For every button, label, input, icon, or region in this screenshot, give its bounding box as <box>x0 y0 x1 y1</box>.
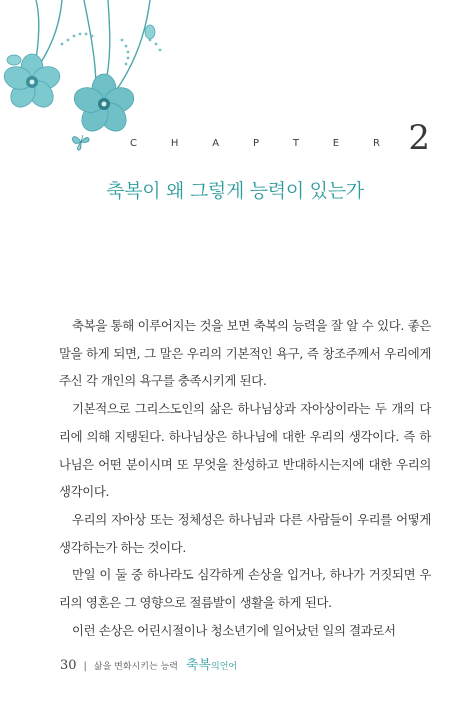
page-footer <box>60 654 237 678</box>
paragraph: 축복을 통해 이루어지는 것을 보면 축복의 능력을 잘 알 수 있다. 좋은 말을 하게 되면, 그 말은 우리의 기본적인 욕구, 즉 창조주께서 우리에게 주신 각 개인의 욕구를 충족시키게 된다. <box>59 318 431 389</box>
book-title: 삶을 변화시키는 능력 <box>93 662 178 672</box>
brand-small: 의언어 <box>211 662 238 672</box>
chapter-title: 축복이 왜 그렇게 능력이 있는가 <box>106 180 364 202</box>
chapter-letter: C <box>130 138 137 149</box>
chapter-letter: R <box>372 138 380 149</box>
footer-separator: | <box>83 661 87 672</box>
paragraph: 우리의 자아상 또는 정체성은 하나님과 다른 사람들이 우리를 어떻게 생각하는가 하는 것이다. <box>59 511 431 555</box>
brand-main: 축복 <box>185 658 212 673</box>
chapter-letter: A <box>212 138 220 149</box>
paragraph: 기본적으로 그리스도인의 삶은 하나님상과 자아상이라는 두 개의 다리에 의해 지탱된다. 하나님상은 하나님에 대한 우리의 생각이다. 즉 하나님은 어떤 분이시며 또 무엇을 찬성하고 반대하시는지에 대한 우리의 생각이다. <box>59 401 431 500</box>
book-brand <box>186 654 237 673</box>
chapter-letter: P <box>252 138 259 149</box>
body-text <box>59 312 431 644</box>
page-number: 30 <box>60 658 77 673</box>
chapter-number: 2 <box>408 118 430 158</box>
chapter-heading <box>70 118 430 162</box>
butterfly-icon <box>70 132 92 152</box>
paragraph: 이런 손상은 어린시절이나 청소년기에 일어났던 일의 결과로서 <box>72 622 396 638</box>
chapter-letter: H <box>170 138 179 149</box>
chapter-letter: T <box>292 138 299 149</box>
paragraph: 만일 이 둘 중 하나라도 심각하게 손상을 입거나, 하나가 거짓되면 우리의 영혼은 그 영향으로 절름발이 생활을 하게 된다. <box>59 567 431 611</box>
chapter-letter: E <box>332 138 340 149</box>
chapter-label <box>130 138 380 149</box>
